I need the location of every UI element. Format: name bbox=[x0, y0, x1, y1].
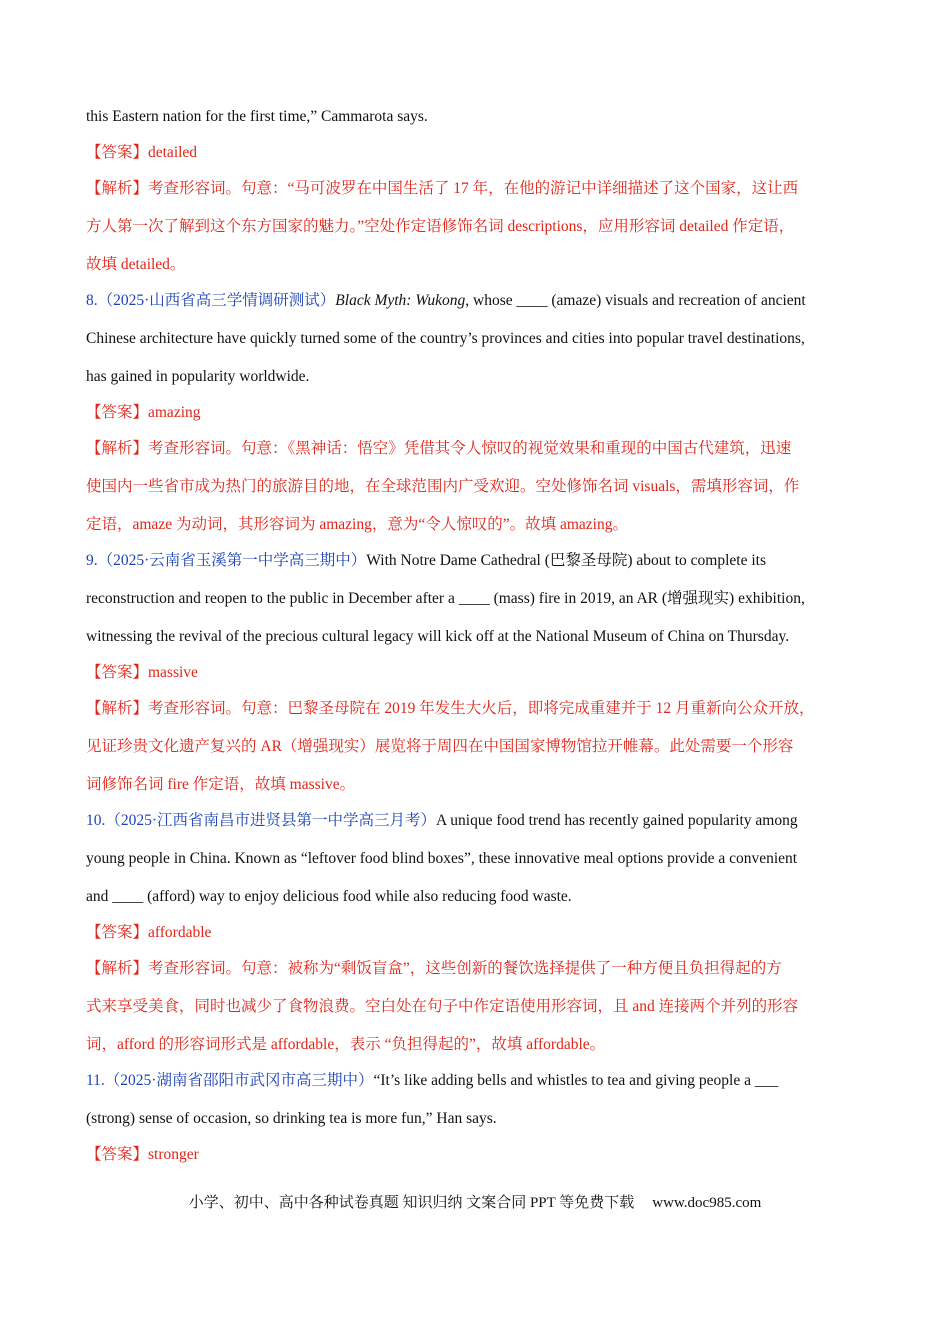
question-number: 8.（2025·山西省高三学情调研测试） bbox=[86, 292, 336, 309]
answer-line: 【答案】detailed bbox=[86, 144, 198, 161]
question-number: 11.（2025·湖南省邵阳市武冈市高三期中） bbox=[86, 1072, 374, 1089]
question-text: and ____ (afford) way to enjoy delicious food while also reducing food waste. bbox=[86, 888, 572, 905]
answer-line: 【答案】amazing bbox=[86, 404, 201, 421]
analysis-line: 词修饰名词 fire 作定语，故填 massive。 bbox=[86, 776, 356, 793]
question-first-line: With Notre Dame Cathedral (巴黎圣母院) about to complete its bbox=[366, 552, 766, 569]
question-text bbox=[86, 1071, 868, 1091]
answer-line: 【答案】affordable bbox=[86, 924, 212, 941]
analysis-line: 【解析】考查形容词。句意：“马可波罗在中国生活了 17 年，在他的游记中详细描述了这个国家，这让西 bbox=[86, 180, 799, 197]
question-text bbox=[86, 811, 868, 831]
title-italic: Black Myth: Wukong bbox=[335, 292, 466, 309]
analysis-line: 使国内一些省市成为热门的旅游目的地，在全球范围内广受欢迎。空处修饰名词 visuals，需填形容词，作 bbox=[86, 478, 800, 495]
question-text bbox=[86, 291, 868, 311]
analysis-line: 词，afford 的形容词形式是 affordable，表示 “负担得起的”，故填 affordable。 bbox=[86, 1036, 606, 1053]
question-first-line: “It’s like adding bells and whistles to tea and giving people a ___ bbox=[373, 1072, 779, 1089]
question-text: witnessing the revival of the precious cultural legacy will kick off at the National Museum of China on Thursday. bbox=[86, 628, 790, 645]
analysis-line: 故填 detailed。 bbox=[86, 256, 186, 273]
analysis-line: 定语，amaze 为动词，其形容词为 amazing，意为“令人惊叹的”。故填 amazing。 bbox=[86, 516, 628, 533]
question-first-line: A unique food trend has recently gained popularity among bbox=[436, 812, 798, 829]
analysis-line: 见证珍贵文化遗产复兴的 AR（增强现实）展览将于周四在中国国家博物馆拉开帷幕。此处需要一个形容 bbox=[86, 738, 794, 755]
analysis-line: 【解析】考查形容词。句意：巴黎圣母院在 2019 年发生大火后，即将完成重建并于 12 月重新向公众开放， bbox=[86, 700, 815, 717]
analysis-line: 【解析】考查形容词。句意：被称为“剩饭盲盒”，这些创新的餐饮选择提供了一种方便且负担得起的方 bbox=[86, 960, 782, 977]
question-first-line: , whose ____ (amaze) visuals and recreation of ancient bbox=[465, 292, 806, 309]
question-number: 10.（2025·江西省南昌市进贤县第一中学高三月考） bbox=[86, 812, 437, 829]
question-text: Chinese architecture have quickly turned some of the country’s provinces and cities into popular travel destinations, bbox=[86, 330, 805, 347]
question-text: young people in China. Known as “leftover food blind boxes”, these innovative meal options provide a convenient bbox=[86, 850, 798, 867]
question-number: 9.（2025·云南省玉溪第一中学高三期中） bbox=[86, 552, 367, 569]
footer-url[interactable]: www.doc985.com bbox=[652, 1195, 762, 1211]
question-text: this Eastern nation for the first time,” Cammarota says. bbox=[86, 108, 428, 125]
question-text: (strong) sense of occasion, so drinking tea is more fun,” Han says. bbox=[86, 1110, 497, 1127]
document-page bbox=[86, 107, 868, 1165]
analysis-line: 式来享受美食，同时也减少了食物浪费。空白处在句子中作定语使用形容词，且 and 连接两个并列的形容 bbox=[86, 998, 799, 1015]
question-text: reconstruction and reopen to the public in December after a ____ (mass) fire in 2019, an AR (增强现实) exhibition, bbox=[86, 590, 805, 607]
footer-text: 小学、初中、高中各种试卷真题 知识归纳 文案合同 PPT 等免费下载 bbox=[188, 1195, 635, 1211]
question-text bbox=[86, 551, 868, 571]
answer-line: 【答案】stronger bbox=[86, 1146, 199, 1163]
page-footer bbox=[0, 1191, 950, 1212]
question-text: has gained in popularity worldwide. bbox=[86, 368, 310, 385]
answer-line: 【答案】massive bbox=[86, 664, 198, 681]
analysis-line: 方人第一次了解到这个东方国家的魅力。”空处作定语修饰名词 descriptions，应用形容词 detailed 作定语， bbox=[86, 218, 795, 235]
analysis-line: 【解析】考查形容词。句意：《黑神话：悟空》凭借其令人惊叹的视觉效果和重现的中国古代建筑，迅速 bbox=[86, 440, 792, 457]
